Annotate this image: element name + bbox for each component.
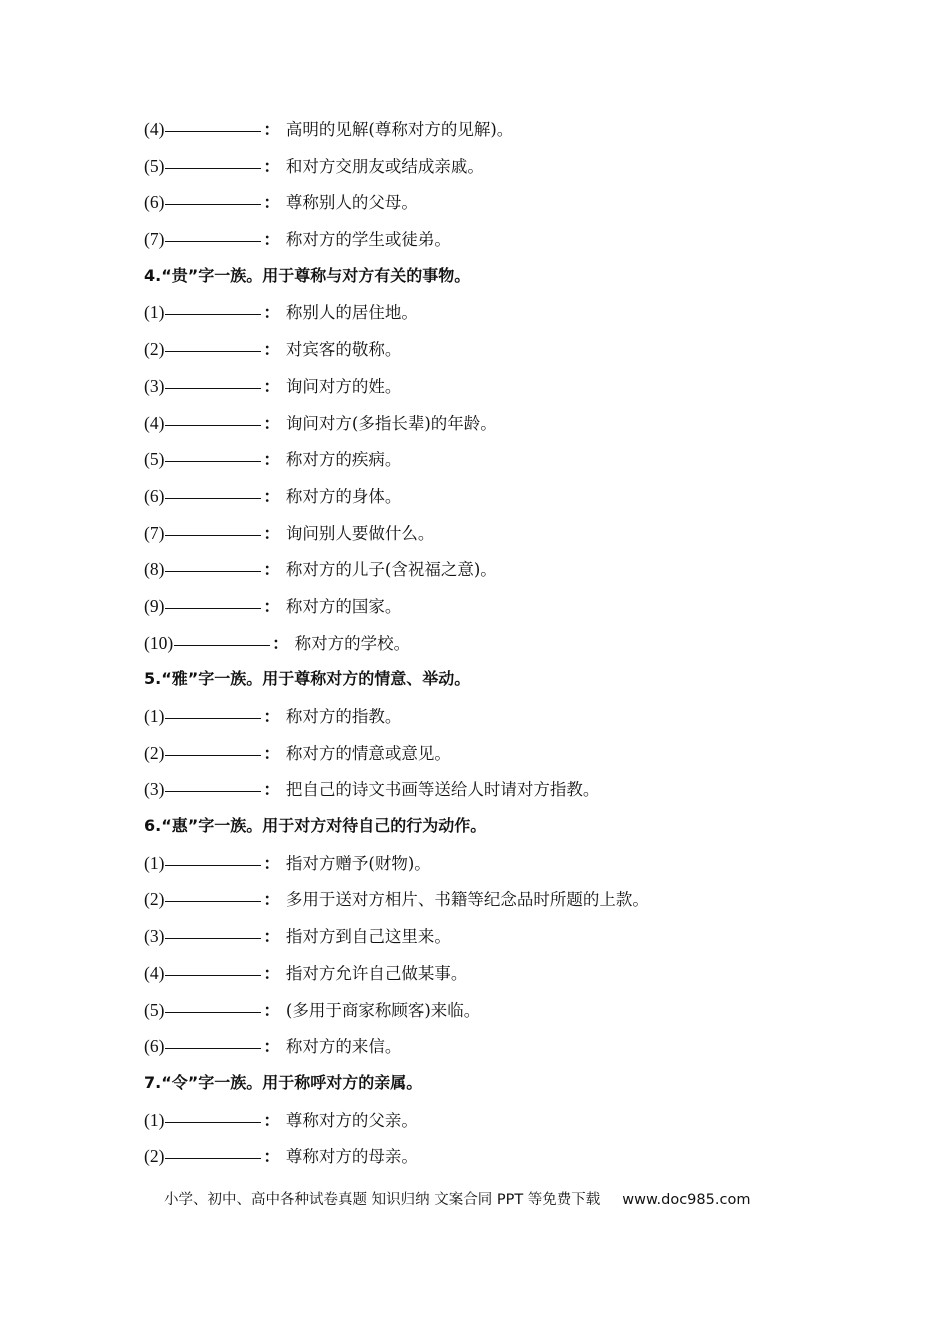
item-number: (5) (144, 449, 165, 470)
item-number: (3) (144, 926, 165, 947)
item-number: (5) (144, 999, 165, 1020)
answer-blank (165, 167, 261, 169)
item-colon: ： (263, 340, 280, 360)
item-number: (1) (144, 302, 165, 323)
question-item (144, 148, 864, 185)
item-text: 称别人的居住地。 (285, 303, 418, 323)
item-number: (4) (144, 962, 165, 983)
answer-blank (165, 790, 261, 792)
question-item (144, 992, 864, 1029)
item-number: (7) (144, 522, 165, 543)
item-text: 尊称别人的父母。 (285, 193, 418, 213)
item-text: 称对方的指教。 (285, 707, 402, 726)
item-number: (6) (144, 485, 165, 506)
section-heading: 4.“贵”字一族。用于尊称与对方有关的事物。 (144, 265, 471, 285)
answer-blank (165, 607, 261, 609)
item-text: 多用于送对方相片、书籍等纪念品时所题的上款。 (285, 890, 649, 910)
question-item (144, 368, 864, 405)
answer-blank (165, 130, 261, 132)
item-colon: ： (263, 1037, 280, 1057)
question-item (144, 515, 864, 552)
question-item (144, 111, 864, 148)
item-number: (4) (144, 119, 165, 139)
item-text: 询问别人要做什么。 (285, 523, 435, 543)
item-number: (5) (144, 155, 165, 176)
item-colon: ： (263, 486, 280, 506)
document-body (144, 111, 864, 1175)
answer-blank (165, 570, 261, 572)
question-item (144, 955, 864, 992)
item-text: 称对方的学校。 (294, 633, 411, 653)
answer-blank (165, 717, 261, 719)
section-heading: 7.“令”字一族。用于称呼对方的亲属。 (144, 1072, 423, 1092)
item-text: 指对方到自己这里来。 (285, 927, 451, 947)
item-number: (7) (144, 229, 165, 250)
answer-blank (174, 644, 270, 646)
answer-blank (165, 387, 261, 389)
answer-blank (165, 1047, 261, 1049)
item-colon: ： (263, 413, 280, 433)
item-colon: ： (263, 230, 280, 250)
question-item (144, 698, 864, 735)
answer-blank (165, 864, 261, 866)
question-item (144, 1028, 864, 1065)
item-colon: ： (263, 707, 280, 726)
item-number: (1) (144, 706, 165, 726)
answer-blank (165, 754, 261, 756)
item-number: (1) (144, 1109, 165, 1130)
question-item (144, 294, 864, 331)
item-number: (4) (144, 412, 165, 433)
question-item (144, 478, 864, 515)
item-number: (3) (144, 779, 165, 800)
answer-blank (165, 937, 261, 939)
question-item (144, 221, 864, 258)
answer-blank (165, 974, 261, 976)
item-text: 对宾客的敬称。 (285, 340, 402, 360)
item-number: (8) (144, 559, 165, 580)
item-number: (2) (144, 889, 165, 910)
question-item (144, 331, 864, 368)
item-colon: ： (263, 120, 280, 139)
item-number: (2) (144, 1146, 165, 1167)
answer-blank (165, 313, 261, 315)
item-colon: ： (263, 450, 280, 470)
question-item (144, 1102, 864, 1139)
item-colon: ： (263, 963, 280, 983)
answer-blank (165, 240, 261, 242)
question-item (144, 405, 864, 442)
question-item (144, 918, 864, 955)
item-number: (6) (144, 192, 165, 213)
item-text: (多用于商家称顾客)来临。 (285, 1000, 481, 1020)
item-text: 把自己的诗文书画等送给人时请对方指教。 (285, 780, 600, 800)
question-item (144, 735, 864, 772)
item-colon: ： (263, 156, 280, 176)
item-number: (3) (144, 375, 165, 396)
item-text: 询问对方(多指长辈)的年龄。 (285, 413, 497, 433)
page-footer (164, 1188, 750, 1209)
answer-blank (165, 497, 261, 499)
question-item (144, 1138, 864, 1175)
question-item (144, 845, 864, 882)
item-colon: ： (263, 1110, 280, 1130)
question-item (144, 441, 864, 478)
answer-blank (165, 1121, 261, 1123)
item-text: 尊称对方的父亲。 (285, 1110, 418, 1130)
item-colon: ： (263, 780, 280, 800)
item-number: (2) (144, 742, 165, 763)
answer-blank (165, 424, 261, 426)
item-colon: ： (263, 1147, 280, 1167)
footer-site: www.doc985.com (622, 1192, 751, 1208)
item-text: 尊称对方的母亲。 (285, 1147, 418, 1167)
question-item (144, 881, 864, 918)
answer-blank (165, 350, 261, 352)
item-colon: ： (263, 1000, 280, 1020)
answer-blank (165, 1011, 261, 1013)
item-text: 称对方的来信。 (285, 1037, 402, 1057)
item-colon: ： (263, 596, 280, 616)
item-colon: ： (263, 303, 280, 323)
item-number: (10) (144, 632, 174, 653)
item-colon: ： (263, 193, 280, 213)
item-text: 指对方允许自己做某事。 (285, 963, 468, 983)
item-colon: ： (263, 376, 280, 396)
item-text: 指对方赠予(财物)。 (285, 853, 431, 873)
item-colon: ： (263, 560, 280, 580)
item-text: 高明的见解(尊称对方的见解)。 (285, 120, 514, 139)
item-text: 和对方交朋友或结成亲戚。 (285, 156, 484, 176)
answer-blank (165, 534, 261, 536)
item-colon: ： (263, 523, 280, 543)
section-heading: 6.“惠”字一族。用于对方对待自己的行为动作。 (144, 816, 487, 836)
item-text: 称对方的学生或徒弟。 (285, 230, 451, 250)
item-text: 称对方的情意或意见。 (285, 743, 451, 763)
item-colon: ： (263, 853, 280, 873)
item-text: 询问对方的姓。 (285, 376, 402, 396)
item-text: 称对方的身体。 (285, 486, 402, 506)
item-text: 称对方的疾病。 (285, 450, 402, 470)
question-item (144, 184, 864, 221)
answer-blank (165, 900, 261, 902)
section-heading: 5.“雅”字一族。用于尊称对方的情意、举动。 (144, 669, 471, 689)
item-colon: ： (263, 743, 280, 763)
question-item (144, 551, 864, 588)
item-number: (2) (144, 339, 165, 360)
question-item (144, 588, 864, 625)
question-item (144, 625, 864, 662)
answer-blank (165, 460, 261, 462)
item-number: (6) (144, 1036, 165, 1057)
item-colon: ： (263, 927, 280, 947)
item-text: 称对方的儿子(含祝福之意)。 (285, 560, 497, 580)
footer-text: 小学、初中、高中各种试卷真题 知识归纳 文案合同 PPT 等免费下载 (164, 1192, 601, 1208)
item-colon: ： (263, 890, 280, 910)
item-colon: ： (272, 633, 289, 653)
question-item (144, 771, 864, 808)
answer-blank (165, 203, 261, 205)
item-number: (1) (144, 852, 165, 873)
item-text: 称对方的国家。 (285, 596, 402, 616)
answer-blank (165, 1157, 261, 1159)
item-number: (9) (144, 595, 165, 616)
